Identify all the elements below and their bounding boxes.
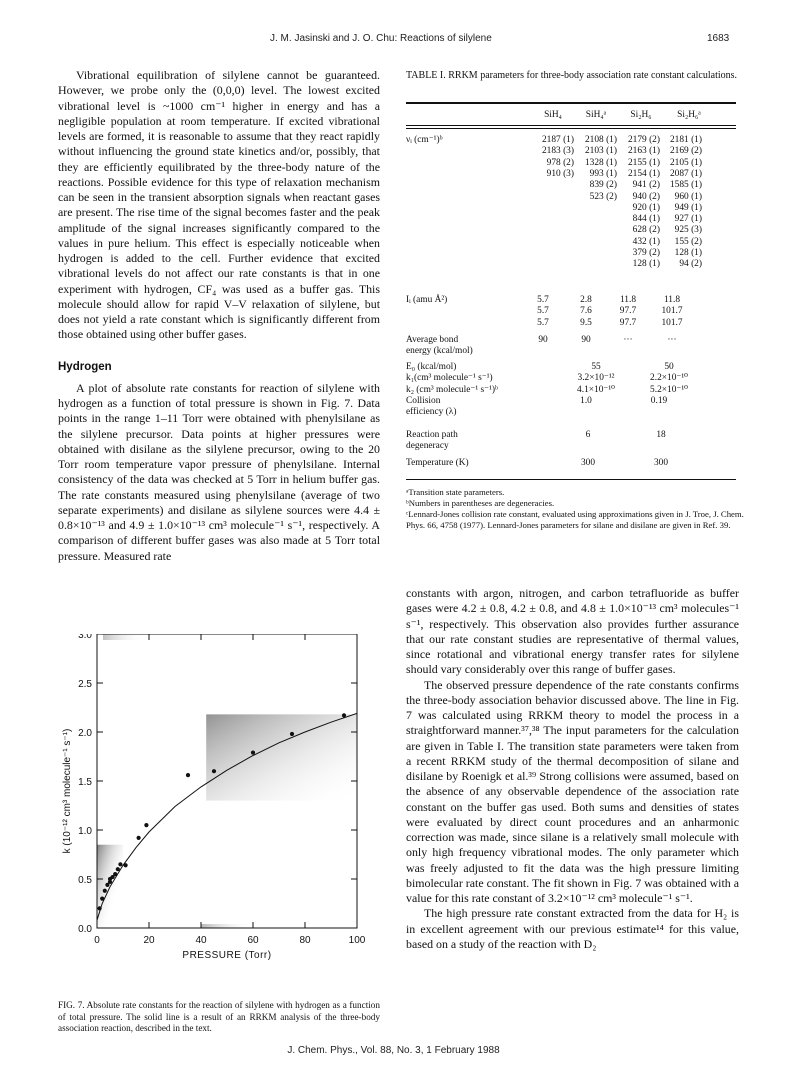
table-cell: 101.7 (661, 317, 683, 328)
table-cell: 628 (2) (632, 225, 660, 236)
x-tick-label: 40 (195, 935, 207, 946)
table-cell: 2163 (1) (627, 146, 660, 157)
table-cell: 379 (2) (632, 248, 660, 258)
data-point (103, 889, 107, 893)
data-point (100, 897, 104, 901)
table-cell: 1328 (1) (584, 157, 617, 168)
x-tick-label: 80 (299, 935, 311, 946)
data-point (212, 769, 216, 773)
table-cell: 7.6 (580, 306, 592, 317)
data-point (186, 773, 190, 777)
table-notes (406, 487, 746, 531)
table-cell: 300 (653, 458, 669, 468)
table-cell: 94 (2) (679, 259, 702, 270)
x-tick-label: 100 (348, 935, 366, 946)
table-cell: ··· (667, 335, 677, 345)
table-cell: Average bond (406, 335, 459, 345)
data-point (116, 867, 120, 871)
table-cell: 2155 (1) (627, 157, 660, 168)
x-axis-label: PRESSURE (Torr) (182, 950, 272, 961)
journal-footer: J. Chem. Phys., Vol. 88, No. 3, 1 February 1988 (287, 1045, 500, 1056)
table-cell: 1585 (1) (669, 180, 702, 191)
table-cell: 2187 (1) (541, 135, 574, 145)
page-number: 1683 (707, 33, 730, 44)
figure-7 (58, 634, 380, 999)
table-cell: 960 (1) (674, 191, 702, 202)
table-cell: ··· (623, 335, 633, 345)
table-note: ᵇNumbers in parentheses are degeneracies. (406, 498, 555, 508)
table-cell: 90 (538, 335, 548, 345)
table-cell: 2087 (1) (669, 168, 702, 179)
table-cell: 925 (3) (674, 225, 702, 236)
paragraph: constants with argon, nitrogen, and carbon tetrafluoride as buffer gases were 4.2 ± 0.8, 4.2 ± 0.8, and 4.8 ± 1.0×10⁻¹³ cm³ molecules⁻¹ s⁻¹, respectively. This observation also provides further assurance that our rate constant studies are representative of thermal values, since rotational and vibrational energy transfer rates for silylene should vary considerably over this range of buffer gases. (406, 586, 739, 677)
table-cell: 50 (664, 362, 674, 372)
data-point (118, 862, 122, 866)
y-tick-label: 0.5 (78, 875, 92, 886)
table-cell: 90 (581, 335, 591, 345)
y-tick-label: 2.5 (78, 679, 92, 690)
table-cell: 97.7 (619, 317, 637, 328)
y-axis-label: k (10⁻¹² cm³ molecule⁻¹ s⁻¹) (62, 728, 73, 854)
data-point (113, 872, 117, 876)
table-note: ᶜLennard-Jones collision rate constant, evaluated using approximations given in J. Troe, J. Chem. Phys. 66, 4758 (1977). Lennard-Jones parameters for silane and disilane are given in Ref. 39. (406, 509, 744, 530)
table-cell: 101.7 (661, 306, 683, 317)
table-cell: 941 (2) (632, 180, 660, 191)
table-cell: Collision (406, 395, 441, 406)
table-rule (406, 128, 736, 129)
table-cell: 0.19 (650, 395, 668, 406)
table-cell: 910 (3) (546, 168, 574, 179)
scan-shading (103, 634, 145, 640)
table-cell: 839 (2) (589, 180, 617, 191)
paragraph: Vibrational equilibration of silylene cannot be guaranteed. However, we probe only the (0,0,0) level. The lowest excited vibrational level is ~1000 cm⁻¹ higher in energy and has a negligible population at room temperature. If excited vibrational levels are formed, it is reasonable to assume that they react rapidly without influencing the ground state kinetics and/or, possibly, that they are efficiently equilibrated by the three-body nature of the reactions. Possible evidence for this type of relaxation mechanism can be seen in the transient absorption signals when reactant gases are present. The rise time of the signal becomes faster and the peak amplitude of the signal increases significantly compared to the values in pure helium. This effect is especially noticeable when hydrogen is added to the cell. Further evidence that excited vibrational levels do not affect our rate constants is that in one experiment with hydrogen, CF₄ was used as a buffer gas. This molecule should allow for rapid V–V relaxation of silylene, but does not yield a rate constant which is significantly different from those obtained using other buffer gases. (58, 68, 380, 342)
table-caption: TABLE I. RRKM parameters for three-body association rate constant calculations. (406, 70, 738, 81)
data-point (251, 750, 255, 754)
table-cell: 940 (2) (632, 191, 660, 202)
scan-shading (201, 924, 253, 928)
table-note: ᵃTransition state parameters. (406, 487, 505, 497)
left-column (58, 68, 380, 564)
section-heading: Hydrogen (58, 360, 112, 373)
table-cell: 2169 (2) (669, 146, 702, 157)
y-tick-label: 3.0 (78, 634, 92, 641)
running-title: J. M. Jasinski and J. O. Chu: Reactions of silylene (270, 33, 492, 44)
table-cell: degeneracy (406, 441, 449, 452)
table-cell: 128 (1) (632, 259, 660, 270)
table-cell: 920 (1) (632, 202, 660, 213)
table-cell: 432 (1) (632, 236, 660, 247)
table-cell: 18 (656, 430, 666, 440)
table-cell: 978 (2) (546, 157, 574, 168)
data-point (98, 906, 102, 910)
table-cell: 97.7 (619, 306, 637, 317)
data-point (137, 836, 141, 840)
table-cell: Iᵢ (amu Å²) (406, 295, 448, 305)
table-cell: 2103 (1) (584, 146, 617, 157)
table-cell: SiH₄ᵃ (585, 110, 607, 120)
x-tick-label: 60 (247, 935, 259, 946)
table-cell: 2.8 (580, 295, 592, 305)
data-point (144, 823, 148, 827)
table-cell: Reaction path (406, 430, 458, 440)
x-tick-label: 0 (94, 935, 100, 946)
y-tick-label: 1.0 (78, 826, 92, 837)
table-rule (406, 479, 736, 480)
table-cell: 5.7 (537, 295, 549, 305)
table-cell: 11.8 (619, 295, 637, 305)
table-cell: 55 (591, 362, 601, 372)
table-cell: Si₂H₆ (630, 110, 652, 120)
table-cell: 300 (580, 458, 596, 468)
data-point (342, 713, 346, 717)
table-cell: 128 (1) (674, 248, 702, 258)
paragraph: A plot of absolute rate constants for reaction of silylene with hydrogen as a function of total pressure is shown in Fig. 7. Data points in the range 1–11 Torr were obtained with phenylsilane as the silylene precursor. Data points at higher pressures were obtained with disilane as the silylene precursor, owing to the 20 Torr room temperature vapor pressure of phenylsilane. Internal consistency of the data was checked at 5 Torr in helium buffer gas. The rate constants measured using phenylsilane (average of two separate experiments) and disilane as silylene sources were 4.4 ± 0.8×10⁻¹³ and 4.9 ± 1.0×10⁻¹³ cm³ molecule⁻¹ s⁻¹, respectively. A comparison of different buffer gases was also made at 5 Torr total pressure. Measured rate (58, 380, 380, 563)
table-cell: k₂ (cm³ molecule⁻¹ s⁻¹)ᵇ (406, 384, 498, 395)
table-cell: 993 (1) (589, 168, 617, 179)
table-cell: 3.2×10⁻¹² (577, 373, 615, 384)
table-cell: E₀ (kcal/mol) (406, 362, 457, 372)
table-cell: SiH₄ (544, 110, 562, 120)
figure-caption: FIG. 7. Absolute rate constants for the reaction of silylene with hydrogen as a function of total pressure. The solid line is a result of an RRKM analysis of the three-body association reaction, described in the text. (58, 1000, 380, 1034)
table-cell: efficiency (λ) (406, 407, 457, 418)
data-point (124, 863, 128, 867)
table-cell: 2154 (1) (627, 168, 660, 179)
table-cell: 5.7 (537, 317, 549, 328)
y-tick-label: 2.0 (78, 728, 92, 739)
table-cell: 2.2×10⁻¹⁰ (650, 373, 688, 384)
table-cell: 2108 (1) (584, 135, 617, 145)
table-cell: Temperature (K) (406, 458, 469, 468)
table-cell: energy (kcal/mol) (406, 346, 473, 356)
y-tick-label: 1.5 (78, 777, 92, 788)
table-cell: 523 (2) (589, 191, 617, 202)
table-rule (406, 125, 736, 126)
x-tick-label: 20 (143, 935, 155, 946)
table-cell: 2181 (1) (669, 135, 702, 145)
table-cell: 5.7 (537, 306, 549, 317)
scan-shading (206, 714, 357, 800)
table-cell: 11.8 (663, 295, 681, 305)
table-cell: 1.0 (580, 395, 592, 406)
paragraph: The observed pressure dependence of the rate constants confirms the three-body association behavior discussed above. The line in Fig. 7 was calculated using RRKM theory to model the process in a straightforward manner.³⁷,³⁸ The input parameters for the calculation are given in Table I. The transition state parameters were taken from a recent RRKM study of the thermal decomposition of silane and disilane by Roenigk et al.³⁹ Strong collisions were assumed, based on the absence of any observable dependence of the association rate constant on the buffer gas used. Both sums and densities of states were evaluated by direct count procedures and an anharmonic correction was made, since silane is a relatively small molecule with only high frequency vibrational modes. The only parameter which was freely adjusted to fit the data was the high pressure limiting bimolecular rate constant. The fit shown in Fig. 7 was obtained with a value for this rate constant of 3.2×10⁻¹² cm³ molecule⁻¹ s⁻¹. (406, 677, 739, 905)
table-cell: 844 (1) (632, 214, 660, 225)
table-cell: Si₂H₆ᵃ (677, 110, 701, 120)
table-cell: 2179 (2) (627, 135, 660, 145)
table-cell: 949 (1) (674, 202, 702, 213)
rate-constant-chart (58, 634, 380, 994)
table-cell: 6 (585, 430, 591, 440)
table-cell: 4.1×10⁻¹⁰ (577, 384, 615, 395)
table-cell: 9.5 (580, 317, 592, 328)
table-cell: 2105 (1) (669, 157, 702, 168)
table-rule (406, 102, 736, 104)
table-cell: 2183 (3) (541, 146, 574, 157)
paragraph: The high pressure rate constant extracted from the data for H₂ is in excellent agreement with our previous estimate¹⁴ for this value, based on a study of the reaction with D₂ (406, 906, 739, 951)
table-cell: 927 (1) (674, 214, 702, 225)
table-cell: 155 (2) (674, 236, 702, 247)
table-cell: k₁(cm³ molecule⁻¹ s⁻¹) (406, 373, 493, 384)
table-cell: 5.2×10⁻¹⁰ (650, 384, 688, 395)
right-column (406, 586, 739, 952)
table-cell: νᵢ (cm⁻¹)ᵇ (406, 135, 443, 145)
data-point (290, 732, 294, 736)
y-tick-label: 0.0 (78, 924, 92, 935)
